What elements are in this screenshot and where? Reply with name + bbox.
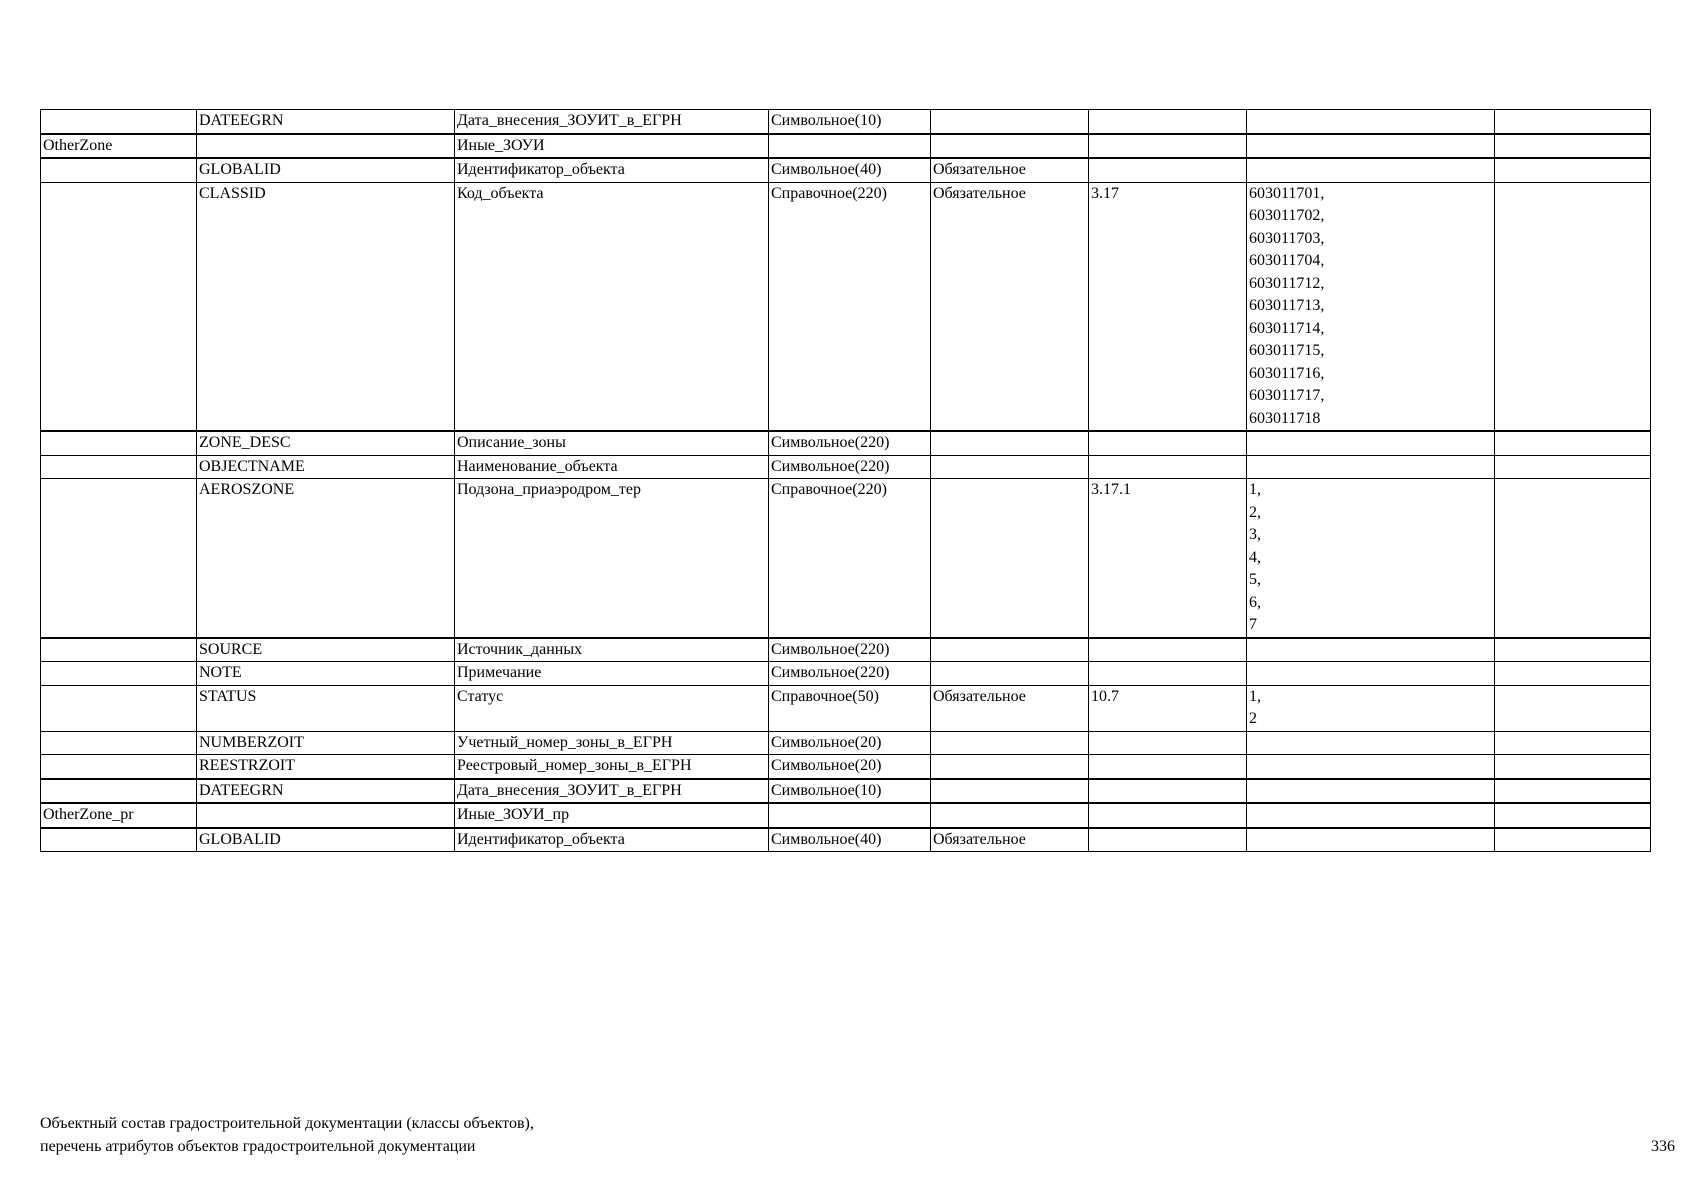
cell-text <box>1497 159 1648 182</box>
note-cell <box>1495 158 1651 182</box>
class-cell <box>41 431 197 455</box>
cell-text <box>771 804 928 827</box>
type-cell <box>769 431 931 455</box>
cell-text <box>43 159 194 182</box>
cell-text: OtherZone_pr <box>43 806 134 823</box>
class-cell <box>41 685 197 731</box>
type-cell <box>769 779 931 804</box>
cell-text: Символьное(20) <box>771 757 882 774</box>
cell-text: Примечание <box>457 664 542 681</box>
ref-cell <box>1089 828 1247 852</box>
cell-text: Символьное(220) <box>771 664 890 681</box>
cell-text: AEROSZONE <box>199 481 295 498</box>
note-cell <box>1495 110 1651 134</box>
class-cell <box>41 182 197 431</box>
cell-text: 3.17.1 <box>1091 481 1131 498</box>
field-cell <box>197 685 455 731</box>
table-row <box>41 803 1651 828</box>
type-cell <box>769 455 931 479</box>
cell-text <box>933 479 1086 502</box>
cell-text <box>1497 755 1648 778</box>
required-cell <box>931 731 1089 755</box>
cell-text: SOURCE <box>199 640 263 658</box>
cell-text: Обязательное <box>933 687 1026 705</box>
note-cell <box>1495 779 1651 804</box>
ref-cell <box>1089 110 1247 134</box>
alias-cell <box>455 779 769 804</box>
alias-cell <box>455 182 769 431</box>
type-cell <box>769 134 931 159</box>
cell-text <box>1091 110 1244 133</box>
value-line: 603011702, <box>1249 207 1325 224</box>
cell-text <box>1497 662 1648 685</box>
value-line: 603011717, <box>1249 387 1325 404</box>
values-cell <box>1247 431 1495 455</box>
alias-cell <box>455 158 769 182</box>
type-cell <box>769 803 931 828</box>
alias-cell <box>455 110 769 134</box>
value-line: 603011715, <box>1249 342 1325 359</box>
cell-text <box>43 110 194 133</box>
values-cell <box>1247 134 1495 159</box>
footer-caption <box>40 1112 534 1158</box>
cell-text: Символьное(20) <box>771 733 882 751</box>
cell-text: Дата_внесения_ЗОУИТ_в_ЕГРН <box>457 112 682 129</box>
table-row <box>41 638 1651 662</box>
cell-text: Обязательное <box>933 830 1026 848</box>
cell-text: Символьное(220) <box>771 640 890 658</box>
required-cell <box>931 755 1089 779</box>
cell-text: GLOBALID <box>199 830 281 848</box>
value-line: 7 <box>1249 616 1257 633</box>
note-cell <box>1495 755 1651 779</box>
cell-text <box>1091 135 1244 158</box>
cell-text: Обязательное <box>933 161 1026 178</box>
cell-text: Учетный_номер_зоны_в_ЕГРН <box>457 733 673 751</box>
note-cell <box>1495 685 1651 731</box>
value-line: 4, <box>1249 548 1261 566</box>
cell-text: ZONE_DESC <box>199 434 291 451</box>
field-cell <box>197 134 455 159</box>
values-cell <box>1247 455 1495 479</box>
field-cell <box>197 479 455 638</box>
cell-text <box>43 829 194 852</box>
cell-text: Справочное(220) <box>771 184 887 202</box>
value-line: 603011703, <box>1249 229 1325 247</box>
cell-text: OtherZone <box>43 136 113 154</box>
cell-text: NUMBERZOIT <box>199 733 304 751</box>
values-cell <box>1247 662 1495 686</box>
note-cell <box>1495 431 1651 455</box>
class-cell <box>41 662 197 686</box>
field-cell <box>197 158 455 182</box>
cell-text <box>1497 639 1648 662</box>
table-row <box>41 182 1651 431</box>
class-cell <box>41 455 197 479</box>
cell-text: NOTE <box>199 664 242 681</box>
cell-text: Описание_зоны <box>457 434 566 451</box>
required-cell <box>931 110 1089 134</box>
class-cell <box>41 779 197 804</box>
values-cell <box>1247 731 1495 755</box>
alias-cell <box>455 431 769 455</box>
cell-text: Статус <box>457 687 504 705</box>
ref-cell <box>1089 779 1247 804</box>
cell-text <box>43 639 194 662</box>
table-row <box>41 779 1651 804</box>
cell-text <box>771 135 928 158</box>
ref-cell <box>1089 182 1247 431</box>
table-row <box>41 158 1651 182</box>
ref-cell <box>1089 134 1247 159</box>
cell-text: Подзона_приаэродром_тер <box>457 481 642 498</box>
cell-text: REESTRZOIT <box>199 757 295 774</box>
ref-cell <box>1089 685 1247 731</box>
ref-cell <box>1089 662 1247 686</box>
type-cell <box>769 182 931 431</box>
note-cell <box>1495 638 1651 662</box>
cell-text <box>933 135 1086 158</box>
cell-text <box>1091 639 1244 662</box>
ref-cell <box>1089 455 1247 479</box>
value-line: 603011718 <box>1249 409 1321 427</box>
cell-text: DATEEGRN <box>199 781 284 799</box>
required-cell <box>931 431 1089 455</box>
type-cell <box>769 158 931 182</box>
value-line: 603011704, <box>1249 252 1325 269</box>
cell-text <box>1497 456 1648 479</box>
table-row <box>41 755 1651 779</box>
required-cell <box>931 455 1089 479</box>
type-cell <box>769 755 931 779</box>
cell-text: STATUS <box>199 687 257 705</box>
ref-cell <box>1089 431 1247 455</box>
table-row <box>41 455 1651 479</box>
value-line: 2 <box>1249 710 1257 727</box>
type-cell <box>769 110 931 134</box>
value-line: 1, <box>1249 481 1261 498</box>
cell-text <box>933 662 1086 685</box>
cell-text: Иные_ЗОУИ <box>457 136 545 154</box>
alias-cell <box>455 685 769 731</box>
values-cell <box>1247 828 1495 852</box>
cell-text <box>1091 456 1244 479</box>
table-row <box>41 662 1651 686</box>
value-line: 603011701, <box>1249 184 1325 202</box>
class-cell <box>41 110 197 134</box>
alias-cell <box>455 638 769 662</box>
cell-text <box>1497 432 1648 455</box>
page-number: 336 <box>1651 1138 1675 1155</box>
required-cell <box>931 479 1089 638</box>
cell-text: Дата_внесения_ЗОУИТ_в_ЕГРН <box>457 781 682 799</box>
type-cell <box>769 662 931 686</box>
ref-cell <box>1089 755 1247 779</box>
class-cell <box>41 638 197 662</box>
cell-text <box>1091 662 1244 685</box>
values-cell <box>1247 110 1495 134</box>
required-cell <box>931 662 1089 686</box>
note-cell <box>1495 479 1651 638</box>
cell-text <box>43 780 194 803</box>
cell-text: 10.7 <box>1091 687 1119 705</box>
table-row <box>41 134 1651 159</box>
required-cell <box>931 638 1089 662</box>
values-cell <box>1247 638 1495 662</box>
note-cell <box>1495 182 1651 431</box>
cell-text <box>43 479 194 502</box>
cell-text: Справочное(50) <box>771 687 879 705</box>
cell-text: Реестровый_номер_зоны_в_ЕГРН <box>457 757 692 774</box>
type-cell <box>769 731 931 755</box>
field-cell <box>197 731 455 755</box>
cell-text <box>1497 110 1648 133</box>
cell-text <box>1091 755 1244 778</box>
note-cell <box>1495 662 1651 686</box>
cell-text: Справочное(220) <box>771 481 887 498</box>
cell-text <box>933 110 1086 133</box>
class-cell <box>41 755 197 779</box>
required-cell <box>931 685 1089 731</box>
cell-text <box>1497 829 1648 852</box>
cell-text: Код_объекта <box>457 184 544 202</box>
cell-text: Идентификатор_объекта <box>457 161 625 178</box>
value-line: 603011712, <box>1249 274 1325 292</box>
cell-text <box>43 686 194 709</box>
cell-text: Символьное(40) <box>771 830 882 848</box>
cell-text: 3.17 <box>1091 184 1119 202</box>
cell-text <box>1497 686 1648 709</box>
cell-text: Символьное(220) <box>771 434 890 451</box>
cell-text: OBJECTNAME <box>199 457 305 475</box>
required-cell <box>931 182 1089 431</box>
type-cell <box>769 638 931 662</box>
note-cell <box>1495 134 1651 159</box>
field-cell <box>197 828 455 852</box>
values-cell <box>1247 158 1495 182</box>
cell-text <box>1091 780 1244 803</box>
required-cell <box>931 158 1089 182</box>
cell-text <box>43 662 194 685</box>
field-cell <box>197 431 455 455</box>
attributes-table-body <box>41 110 1651 852</box>
cell-text <box>933 456 1086 479</box>
field-cell <box>197 755 455 779</box>
ref-cell <box>1089 638 1247 662</box>
table-row <box>41 828 1651 852</box>
cell-text: Символьное(40) <box>771 161 882 178</box>
value-line: 603011714, <box>1249 319 1325 337</box>
cell-text: Символьное(220) <box>771 457 890 475</box>
alias-cell <box>455 479 769 638</box>
cell-text <box>1091 159 1244 182</box>
cell-text <box>933 804 1086 827</box>
table-row <box>41 685 1651 731</box>
ref-cell <box>1089 158 1247 182</box>
field-cell <box>197 455 455 479</box>
table-row <box>41 110 1651 134</box>
attributes-table <box>40 109 1651 852</box>
required-cell <box>931 828 1089 852</box>
cell-text: Символьное(10) <box>771 112 882 129</box>
class-cell <box>41 158 197 182</box>
values-cell <box>1247 755 1495 779</box>
cell-text <box>1091 804 1244 827</box>
field-cell <box>197 182 455 431</box>
value-line: 603011713, <box>1249 297 1325 314</box>
alias-cell <box>455 803 769 828</box>
alias-cell <box>455 828 769 852</box>
class-cell <box>41 803 197 828</box>
cell-text <box>933 432 1086 455</box>
cell-text <box>199 804 452 827</box>
type-cell <box>769 828 931 852</box>
class-cell <box>41 828 197 852</box>
ref-cell <box>1089 731 1247 755</box>
ref-cell <box>1089 479 1247 638</box>
cell-text <box>933 755 1086 778</box>
values-cell <box>1247 479 1495 638</box>
alias-cell <box>455 662 769 686</box>
value-line: 3, <box>1249 526 1261 543</box>
note-cell <box>1495 803 1651 828</box>
cell-text <box>1497 135 1648 158</box>
cell-text: CLASSID <box>199 184 266 202</box>
values-cell <box>1247 685 1495 731</box>
cell-text <box>933 639 1086 662</box>
required-cell <box>931 134 1089 159</box>
cell-text <box>933 732 1086 755</box>
alias-cell <box>455 455 769 479</box>
table-row <box>41 431 1651 455</box>
cell-text <box>1091 432 1244 455</box>
field-cell <box>197 662 455 686</box>
footer-line-1: Объектный состав градостроительной документации (классы объектов), <box>40 1115 534 1132</box>
required-cell <box>931 803 1089 828</box>
table-row <box>41 479 1651 638</box>
alias-cell <box>455 731 769 755</box>
cell-text <box>1497 732 1648 755</box>
cell-text <box>1497 479 1648 502</box>
cell-text: DATEEGRN <box>199 112 284 129</box>
cell-text <box>199 135 452 158</box>
cell-text: Источник_данных <box>457 640 583 658</box>
footer-line-2: перечень атрибутов объектов градостроительной документации <box>40 1138 476 1155</box>
required-cell <box>931 779 1089 804</box>
cell-text: Обязательное <box>933 184 1026 202</box>
cell-text: Символьное(10) <box>771 781 882 799</box>
cell-text: Наименование_объекта <box>457 457 618 475</box>
alias-cell <box>455 134 769 159</box>
cell-text <box>1091 829 1244 852</box>
value-line: 603011716, <box>1249 364 1325 382</box>
cell-text: GLOBALID <box>199 161 281 178</box>
value-line: 1, <box>1249 687 1261 705</box>
cell-text <box>43 732 194 755</box>
cell-text: Иные_ЗОУИ_пр <box>457 806 570 823</box>
field-cell <box>197 803 455 828</box>
value-line: 2, <box>1249 503 1261 521</box>
cell-text <box>43 432 194 455</box>
value-line: 6, <box>1249 593 1261 611</box>
note-cell <box>1495 455 1651 479</box>
type-cell <box>769 479 931 638</box>
type-cell <box>769 685 931 731</box>
table-row <box>41 731 1651 755</box>
field-cell <box>197 779 455 804</box>
class-cell <box>41 479 197 638</box>
ref-cell <box>1089 803 1247 828</box>
cell-text <box>43 183 194 206</box>
cell-text <box>1497 780 1648 803</box>
cell-text <box>43 755 194 778</box>
cell-text <box>1091 732 1244 755</box>
values-cell <box>1247 182 1495 431</box>
class-cell <box>41 731 197 755</box>
values-cell <box>1247 779 1495 804</box>
note-cell <box>1495 828 1651 852</box>
field-cell <box>197 110 455 134</box>
cell-text <box>933 780 1086 803</box>
cell-text <box>43 456 194 479</box>
value-line: 5, <box>1249 571 1261 588</box>
note-cell <box>1495 731 1651 755</box>
cell-text: Идентификатор_объекта <box>457 830 625 848</box>
cell-text <box>1497 183 1648 206</box>
class-cell <box>41 134 197 159</box>
field-cell <box>197 638 455 662</box>
cell-text <box>1497 804 1648 827</box>
values-cell <box>1247 803 1495 828</box>
alias-cell <box>455 755 769 779</box>
